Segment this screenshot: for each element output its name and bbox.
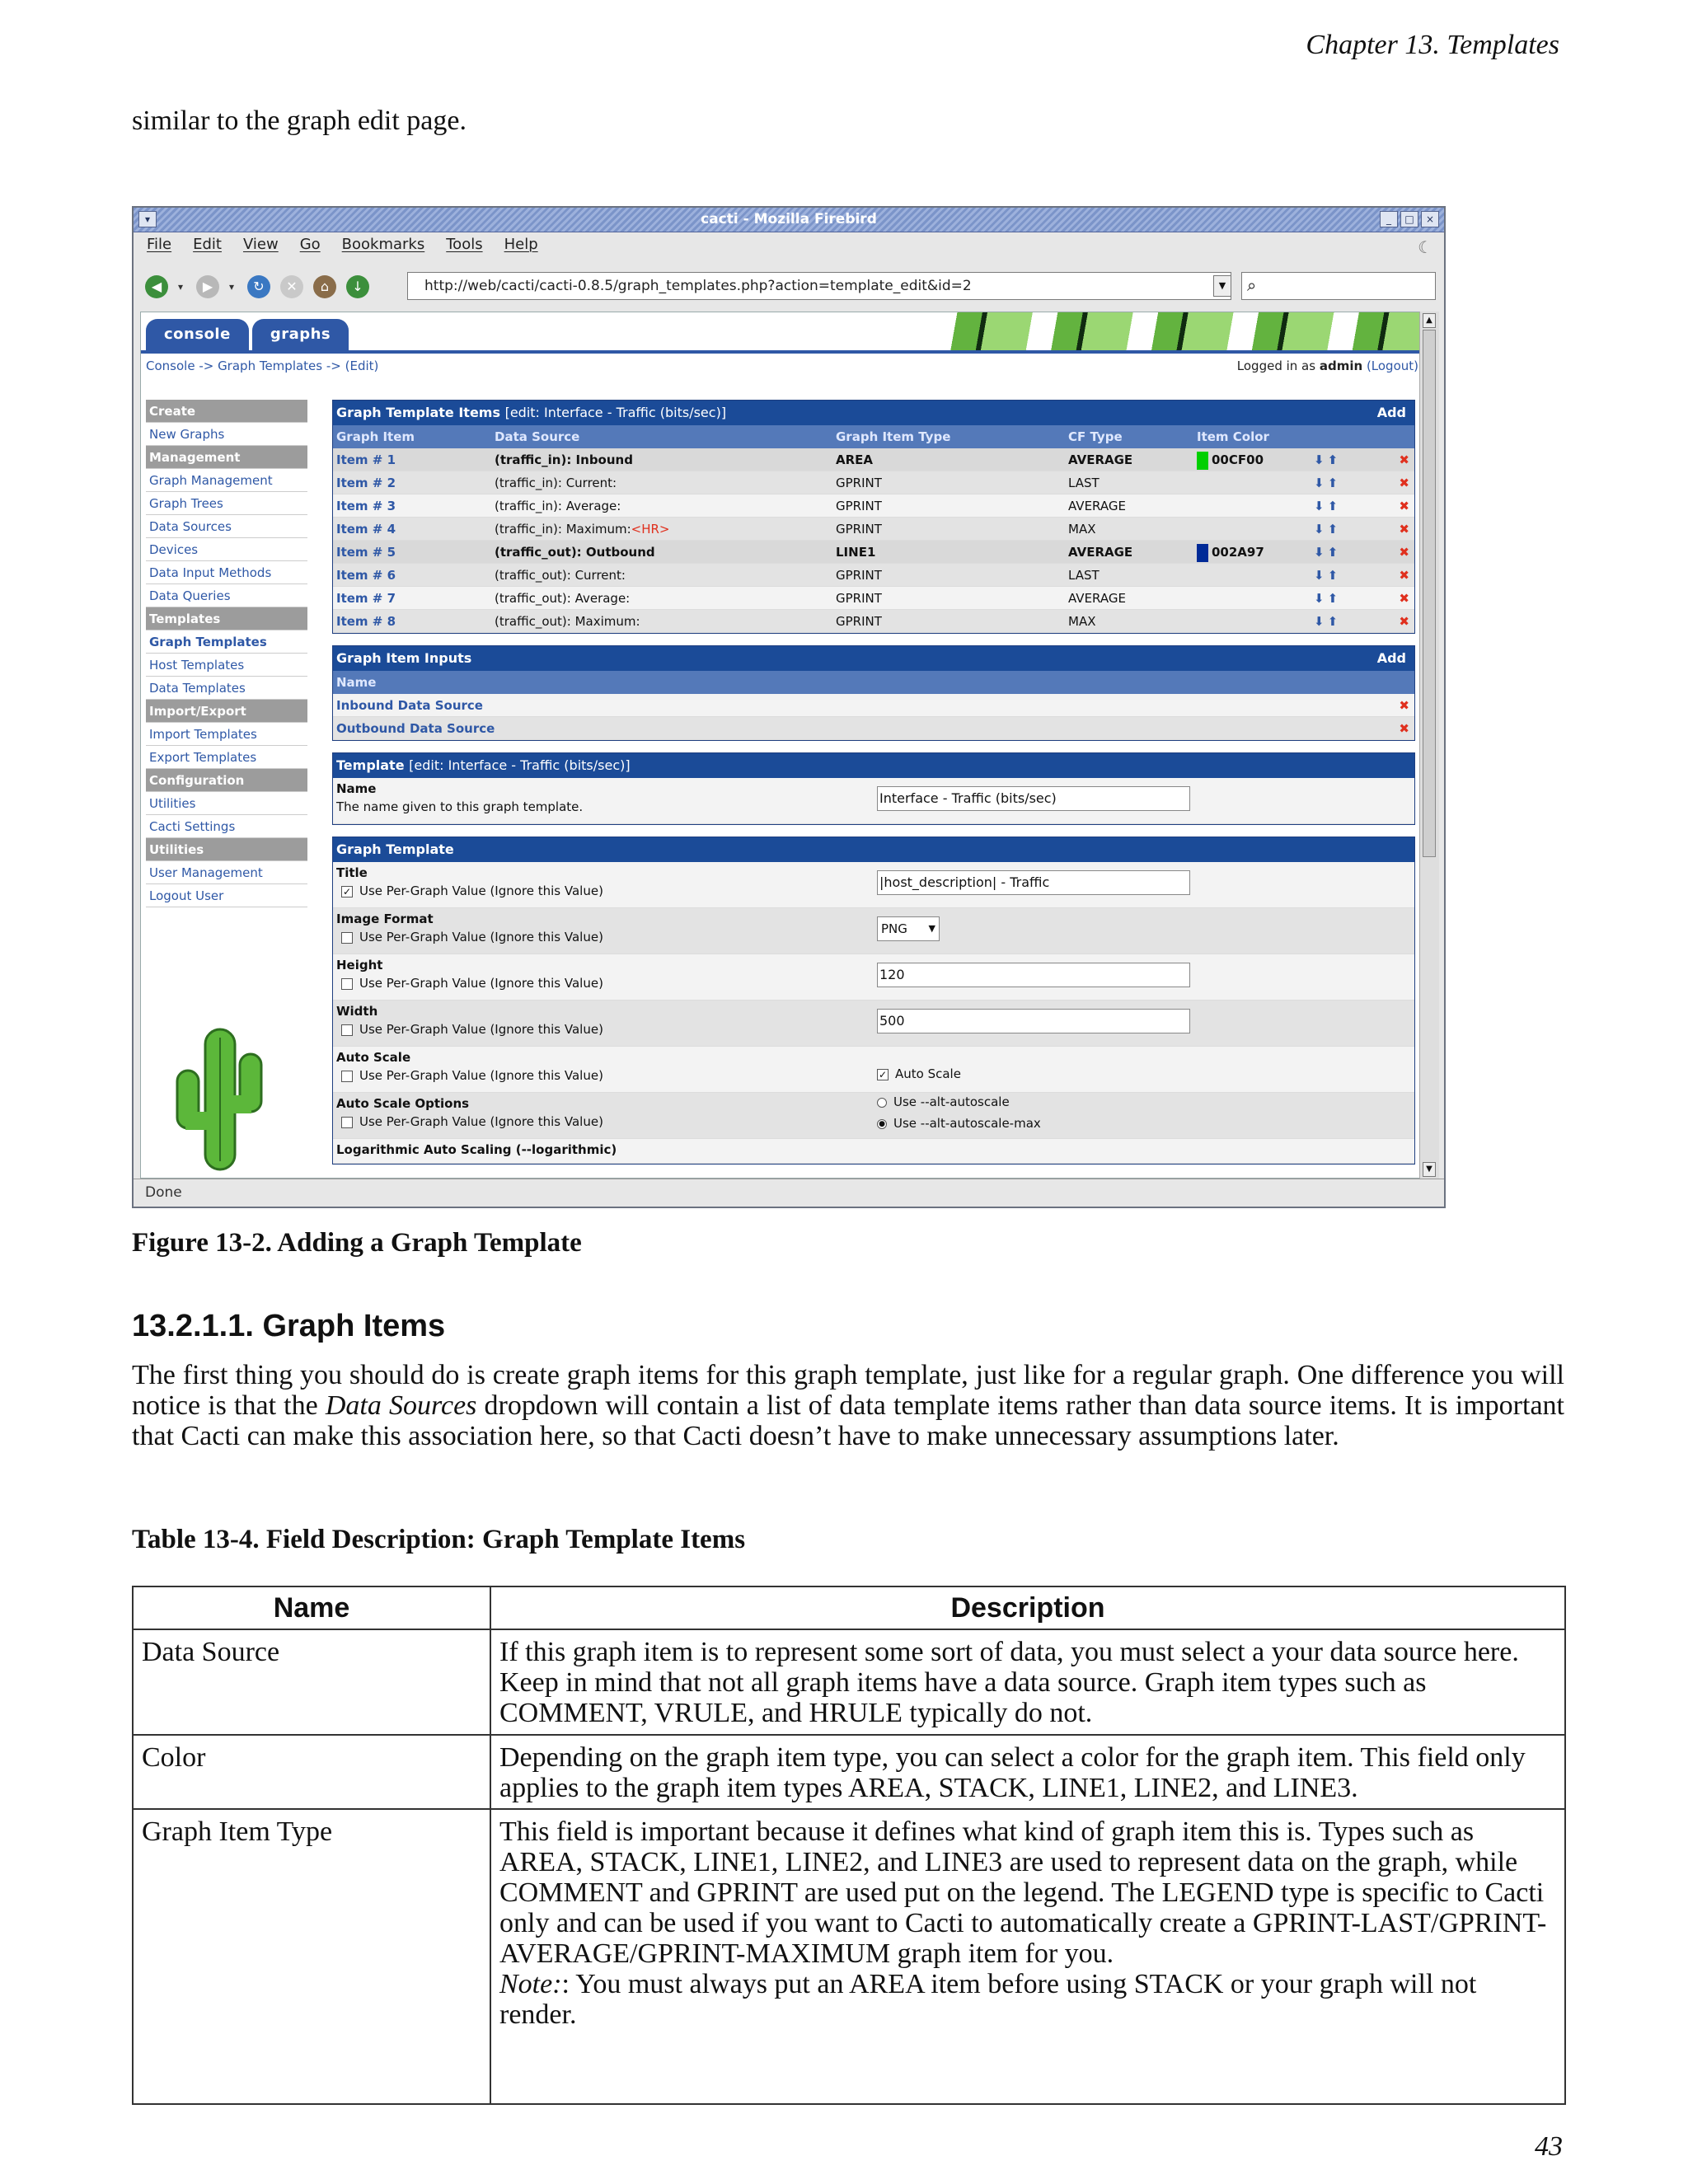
data-source: (traffic_in): Current: bbox=[495, 476, 617, 490]
table-row bbox=[133, 1735, 1565, 1809]
stop-icon[interactable]: ✕ bbox=[280, 275, 303, 298]
field-label: Logarithmic Auto Scaling (--logarithmic) bbox=[336, 1142, 617, 1157]
table-row[interactable] bbox=[333, 610, 1414, 633]
field-row bbox=[333, 1093, 1414, 1139]
scroll-down-icon[interactable]: ▼ bbox=[1423, 1162, 1436, 1177]
cf-type: AVERAGE bbox=[1068, 591, 1126, 606]
field-name: Color bbox=[133, 1735, 490, 1809]
per-graph-checkbox[interactable] bbox=[341, 978, 353, 990]
delete-icon[interactable]: ✖ bbox=[1399, 499, 1409, 513]
window-menu-icon[interactable]: ▾ bbox=[138, 211, 157, 227]
chevron-down-icon: ▼ bbox=[928, 923, 935, 934]
col-graph-item-type: Graph Item Type bbox=[836, 429, 951, 444]
cf-type: AVERAGE bbox=[1068, 499, 1126, 513]
data-source: (traffic_in): Inbound bbox=[495, 452, 633, 467]
paragraph-text: dropdown will contain a list of data template items rather than data source items. It is important that Cacti can make this association here, so that Cacti doesn’t have to make unnecessary assumptions later. bbox=[132, 1390, 1564, 1451]
panel-header bbox=[333, 837, 1414, 862]
add-item-button[interactable]: Add bbox=[1376, 405, 1406, 420]
per-graph-checkbox[interactable] bbox=[341, 1117, 353, 1128]
move-arrows-icon[interactable]: ⬇⬆ bbox=[1314, 499, 1342, 513]
running-head: Chapter 13. Templates bbox=[1306, 30, 1559, 60]
table-row[interactable] bbox=[333, 494, 1414, 518]
field-label: Width bbox=[336, 1004, 378, 1019]
panel-title: Graph Template Items bbox=[336, 405, 500, 420]
hr-tag: <HR> bbox=[631, 522, 670, 537]
per-graph-option[interactable]: Use Per-Graph Value (Ignore this Value) bbox=[336, 976, 603, 991]
table-row[interactable] bbox=[333, 564, 1414, 587]
panel-header bbox=[333, 401, 1414, 425]
scroll-thumb[interactable] bbox=[1423, 330, 1436, 857]
delete-icon[interactable]: ✖ bbox=[1399, 522, 1409, 537]
intro-text: similar to the graph edit page. bbox=[132, 105, 467, 136]
field-description: The name given to this graph template. bbox=[336, 799, 584, 814]
body-paragraph bbox=[132, 1360, 1564, 1451]
field-label: Title bbox=[336, 865, 368, 880]
figure-caption: Figure 13-2. Adding a Graph Template bbox=[132, 1228, 582, 1258]
per-graph-option[interactable]: Use Per-Graph Value (Ignore this Value) bbox=[336, 1022, 603, 1037]
delete-icon[interactable]: ✖ bbox=[1399, 698, 1409, 713]
field-name: Graph Item Type bbox=[133, 1809, 490, 2104]
graph-item-type: GPRINT bbox=[836, 522, 882, 537]
per-graph-checkbox[interactable] bbox=[341, 1071, 353, 1082]
data-source: (traffic_out): Current: bbox=[495, 568, 626, 583]
field-description: If this graph item is to represent some sort of data, you must select a your data source here. Keep in mind that not all graph items have a data source. Graph item types such as COMMENT, VRULE, and HRULE typically do not. bbox=[490, 1629, 1565, 1735]
page-number: 43 bbox=[1535, 2131, 1563, 2162]
username: admin bbox=[1319, 359, 1363, 373]
column-headers bbox=[333, 671, 1414, 694]
delete-icon[interactable]: ✖ bbox=[1399, 545, 1409, 560]
sidebar-item[interactable]: Import Templates bbox=[146, 723, 307, 746]
table-row bbox=[133, 1629, 1565, 1735]
sidebar-section-header: Import/Export bbox=[146, 700, 307, 723]
menu-help[interactable]: Help bbox=[504, 236, 538, 253]
breadcrumb[interactable]: Console -> Graph Templates -> (Edit) bbox=[146, 359, 379, 373]
field-description bbox=[490, 1809, 1565, 2104]
field-label: Image Format bbox=[336, 912, 434, 926]
sidebar-item[interactable]: Devices bbox=[146, 538, 307, 561]
tab-graphs[interactable]: graphs bbox=[252, 319, 349, 350]
data-source: (traffic_in): Maximum:<HR> bbox=[495, 522, 670, 537]
throbber-icon: ☾ bbox=[1418, 237, 1432, 257]
logarithmic-row bbox=[333, 1139, 1414, 1164]
sidebar-item[interactable]: Export Templates bbox=[146, 746, 307, 769]
delete-icon[interactable]: ✖ bbox=[1399, 476, 1409, 490]
maximize-icon[interactable]: □ bbox=[1400, 211, 1418, 227]
input-row[interactable] bbox=[333, 694, 1414, 717]
cactus-logo bbox=[174, 1021, 265, 1178]
note-text: : You must always put an AREA item before using STACK or your graph will not render. bbox=[499, 1969, 1477, 2030]
home-icon[interactable]: ⌂ bbox=[313, 275, 336, 298]
field-description-table bbox=[132, 1586, 1566, 2105]
alt-autoscale-max-radio[interactable]: ● Use --alt-autoscale-max bbox=[877, 1116, 1041, 1131]
col-name: Name bbox=[336, 675, 377, 690]
cactus-banner-image bbox=[932, 312, 1424, 352]
item-link[interactable]: Item # 5 bbox=[336, 545, 396, 560]
field-label: Auto Scale Options bbox=[336, 1096, 470, 1111]
col-item-color: Item Color bbox=[1197, 429, 1269, 444]
data-source: (traffic_in): Average: bbox=[495, 499, 621, 513]
sidebar-section-header: Templates bbox=[146, 607, 307, 630]
move-arrows-icon[interactable]: ⬇⬆ bbox=[1314, 568, 1342, 583]
paragraph-emphasis: Data Sources bbox=[325, 1390, 477, 1421]
window-title: cacti - Mozilla Firebird bbox=[701, 211, 877, 227]
search-input[interactable] bbox=[1241, 272, 1436, 300]
table-row[interactable] bbox=[333, 448, 1414, 471]
field-label: Auto Scale bbox=[336, 1050, 411, 1065]
delete-icon[interactable]: ✖ bbox=[1399, 614, 1409, 629]
header-divider bbox=[141, 350, 1423, 354]
menu-file[interactable]: File bbox=[147, 236, 172, 253]
cf-type: AVERAGE bbox=[1068, 545, 1133, 560]
per-graph-checkbox[interactable] bbox=[341, 932, 353, 944]
menu-edit[interactable]: Edit bbox=[193, 236, 222, 253]
menu-go[interactable]: Go bbox=[299, 236, 321, 253]
per-graph-option[interactable]: ✓ Use Per-Graph Value (Ignore this Value) bbox=[342, 883, 603, 898]
table-row[interactable] bbox=[333, 541, 1414, 564]
delete-icon[interactable]: ✖ bbox=[1399, 568, 1409, 583]
per-graph-checkbox[interactable] bbox=[341, 1024, 353, 1036]
table-row[interactable] bbox=[333, 471, 1414, 494]
sidebar-item[interactable]: Data Sources bbox=[146, 515, 307, 538]
search-icon: ⌕ bbox=[1247, 275, 1257, 295]
panel-title: Graph Template bbox=[336, 841, 454, 857]
sidebar-section-header: Management bbox=[146, 446, 307, 469]
input-link[interactable]: Inbound Data Source bbox=[336, 698, 483, 713]
move-arrows-icon[interactable]: ⬇⬆ bbox=[1314, 545, 1342, 560]
move-arrows-icon[interactable]: ⬇⬆ bbox=[1314, 452, 1342, 467]
delete-icon[interactable]: ✖ bbox=[1399, 452, 1409, 467]
column-headers bbox=[333, 425, 1414, 448]
browser-window bbox=[132, 206, 1446, 1208]
main-panels bbox=[332, 400, 1415, 1176]
url-bar[interactable]: http://web/cacti/cacti-0.8.5/graph_templates.php?action=template_edit&id=2 bbox=[407, 272, 1231, 300]
delete-icon[interactable]: ✖ bbox=[1399, 591, 1409, 606]
alt-autoscale-radio[interactable]: Use --alt-autoscale bbox=[877, 1094, 1010, 1109]
item-link[interactable]: Item # 3 bbox=[336, 499, 396, 513]
item-link[interactable]: Item # 7 bbox=[336, 591, 396, 606]
download-icon[interactable]: ↓ bbox=[346, 275, 369, 298]
auto-scale-checkbox[interactable]: ✓ Auto Scale bbox=[878, 1066, 961, 1081]
panel-header bbox=[333, 753, 1414, 778]
field-row bbox=[333, 1001, 1414, 1047]
item-link[interactable]: Item # 8 bbox=[336, 614, 396, 629]
login-status bbox=[1237, 359, 1418, 373]
template-name-input[interactable]: Interface - Traffic (bits/sec) bbox=[877, 786, 1190, 811]
menu-bar bbox=[147, 236, 538, 253]
cf-type: MAX bbox=[1068, 614, 1096, 629]
sidebar-item[interactable]: Graph Management bbox=[146, 469, 307, 492]
url-dropdown-icon[interactable]: ▼ bbox=[1213, 275, 1231, 297]
sidebar-item[interactable]: Data Input Methods bbox=[146, 561, 307, 584]
item-link[interactable]: Item # 6 bbox=[336, 568, 396, 583]
header-description: Description bbox=[490, 1586, 1565, 1629]
per-graph-option[interactable]: Use Per-Graph Value (Ignore this Value) bbox=[336, 1114, 603, 1129]
field-description: Depending on the graph item type, you can select a color for the graph item. This field only applies to the graph item types AREA, STACK, LINE1, LINE2, and LINE3. bbox=[490, 1735, 1565, 1809]
template-name-row bbox=[333, 778, 1414, 824]
data-source: (traffic_out): Maximum: bbox=[495, 614, 640, 629]
move-arrows-icon[interactable]: ⬇⬆ bbox=[1314, 614, 1342, 629]
section-heading: 13.2.1.1. Graph Items bbox=[132, 1309, 446, 1343]
template-panel bbox=[332, 752, 1415, 825]
sidebar-item[interactable]: Data Queries bbox=[146, 584, 307, 607]
field-row bbox=[333, 908, 1414, 954]
header-name: Name bbox=[133, 1586, 490, 1629]
note-label: Note: bbox=[499, 1969, 562, 1999]
field-row bbox=[333, 954, 1414, 1001]
move-arrows-icon[interactable]: ⬇⬆ bbox=[1314, 476, 1342, 490]
color-swatch bbox=[1197, 452, 1208, 470]
field-input[interactable]: 500 bbox=[877, 1009, 1190, 1033]
forward-icon[interactable]: ▶ bbox=[196, 275, 219, 298]
reload-icon[interactable]: ↻ bbox=[247, 275, 270, 298]
graph-item-type: LINE1 bbox=[836, 545, 876, 560]
table-row[interactable] bbox=[333, 518, 1414, 541]
panel-title: Graph Item Inputs bbox=[336, 650, 472, 666]
close-icon[interactable]: × bbox=[1421, 211, 1439, 227]
item-color: 002A97 bbox=[1197, 541, 1264, 564]
graph-item-type: GPRINT bbox=[836, 568, 882, 583]
panel-subtitle: [edit: Interface - Traffic (bits/sec)] bbox=[409, 757, 631, 773]
sidebar-section-header: Utilities bbox=[146, 838, 307, 861]
image-format-select[interactable]: PNG ▼ bbox=[877, 916, 940, 941]
back-icon[interactable]: ◀ bbox=[145, 275, 168, 298]
paragraph-text: The first thing you should do is create graph items for this graph template, just like for a regular graph. One difference you will notice is that the bbox=[132, 1360, 1564, 1421]
field-label: Height bbox=[336, 958, 383, 972]
move-arrows-icon[interactable]: ⬇⬆ bbox=[1314, 522, 1342, 537]
cf-type: AVERAGE bbox=[1068, 452, 1133, 467]
graph-item-type: GPRINT bbox=[836, 499, 882, 513]
add-input-button[interactable]: Add bbox=[1376, 650, 1406, 666]
item-link[interactable]: Item # 4 bbox=[336, 522, 396, 537]
per-graph-option[interactable]: Use Per-Graph Value (Ignore this Value) bbox=[336, 1068, 603, 1083]
status-bar: Done bbox=[134, 1179, 1444, 1207]
cf-type: LAST bbox=[1068, 568, 1100, 583]
panel-subtitle: [edit: Interface - Traffic (bits/sec)] bbox=[504, 405, 727, 420]
panel-header bbox=[333, 646, 1414, 671]
col-graph-item: Graph Item bbox=[336, 429, 415, 444]
field-input[interactable]: |host_description| - Traffic bbox=[877, 870, 1190, 895]
logged-in-label: Logged in as bbox=[1236, 359, 1316, 373]
graph-item-inputs-panel bbox=[332, 645, 1415, 741]
col-cf-type: CF Type bbox=[1068, 429, 1123, 444]
item-link[interactable]: Item # 2 bbox=[336, 476, 396, 490]
graph-item-type: GPRINT bbox=[836, 591, 882, 606]
panel-title: Template bbox=[336, 757, 405, 773]
logout-link[interactable]: (Logout) bbox=[1366, 359, 1418, 373]
sidebar-item[interactable]: Logout User bbox=[146, 884, 307, 907]
table-row bbox=[133, 1809, 1565, 2104]
graph-template-panel bbox=[332, 837, 1415, 1165]
field-input[interactable]: 120 bbox=[877, 963, 1190, 987]
data-source: (traffic_out): Average: bbox=[495, 591, 631, 606]
cf-type: MAX bbox=[1068, 522, 1096, 537]
data-source: (traffic_out): Outbound bbox=[495, 545, 655, 560]
per-graph-option[interactable]: Use Per-Graph Value (Ignore this Value) bbox=[336, 930, 603, 944]
menu-bookmarks[interactable]: Bookmarks bbox=[341, 236, 425, 253]
sidebar-section-header: Configuration bbox=[146, 769, 307, 792]
field-row bbox=[333, 1047, 1414, 1093]
sidebar-item[interactable]: User Management bbox=[146, 861, 307, 884]
forward-dropdown-icon[interactable]: ▾ bbox=[228, 281, 235, 293]
sidebar-item[interactable]: Utilities bbox=[146, 792, 307, 815]
input-link[interactable]: Outbound Data Source bbox=[336, 721, 495, 736]
table-row[interactable] bbox=[333, 587, 1414, 610]
field-label: Name bbox=[336, 781, 377, 796]
description-text: This field is important because it defines what kind of graph item this is. Types such as AREA, STACK, LINE1, LINE2, and LINE3 are used to represent data on the graph, while COMMENT and GPRINT are used put on the legend. The LEGEND type is specific to Cacti only and can be used if you want to Cacti to automatically create a GPRINT-LAST/GPRINT-AVERAGE/GPRINT-MAXIMUM graph item for you. bbox=[499, 1816, 1547, 1969]
navigation-toolbar bbox=[142, 270, 1436, 303]
cf-type: LAST bbox=[1068, 476, 1100, 490]
page-content bbox=[140, 312, 1424, 1179]
scroll-up-icon[interactable]: ▲ bbox=[1423, 313, 1436, 328]
color-swatch bbox=[1197, 544, 1208, 562]
minimize-icon[interactable]: _ bbox=[1380, 211, 1398, 227]
back-dropdown-icon[interactable]: ▾ bbox=[177, 281, 184, 293]
vertical-scrollbar[interactable] bbox=[1419, 312, 1439, 1179]
table-caption: Table 13-4. Field Description: Graph Template Items bbox=[132, 1525, 746, 1554]
graph-item-type: GPRINT bbox=[836, 476, 882, 490]
item-link[interactable]: Item # 1 bbox=[336, 452, 396, 467]
table-header-row bbox=[133, 1586, 1565, 1629]
field-name: Data Source bbox=[133, 1629, 490, 1735]
sidebar-item[interactable]: Cacti Settings bbox=[146, 815, 307, 838]
menu-view[interactable]: View bbox=[242, 236, 279, 253]
sidebar-item[interactable]: Graph Templates bbox=[146, 630, 307, 654]
graph-item-type: GPRINT bbox=[836, 614, 882, 629]
sidebar-item[interactable]: Graph Trees bbox=[146, 492, 307, 515]
sidebar-menu bbox=[146, 400, 307, 907]
title-bar bbox=[134, 208, 1444, 232]
item-color: 00CF00 bbox=[1197, 448, 1264, 471]
sidebar-item[interactable]: Host Templates bbox=[146, 654, 307, 677]
per-graph-checkbox[interactable]: ✓ bbox=[342, 885, 352, 898]
delete-icon[interactable]: ✖ bbox=[1399, 721, 1409, 736]
menu-tools[interactable]: Tools bbox=[446, 236, 483, 253]
graph-item-type: AREA bbox=[836, 452, 874, 467]
sidebar-item[interactable]: New Graphs bbox=[146, 423, 307, 446]
tab-console[interactable]: console bbox=[146, 319, 249, 350]
input-row[interactable] bbox=[333, 717, 1414, 740]
col-data-source: Data Source bbox=[495, 429, 580, 444]
sidebar-section-header: Create bbox=[146, 400, 307, 423]
graph-template-items-panel bbox=[332, 400, 1415, 634]
field-row bbox=[333, 862, 1414, 908]
move-arrows-icon[interactable]: ⬇⬆ bbox=[1314, 591, 1342, 606]
sidebar-item[interactable]: Data Templates bbox=[146, 677, 307, 700]
